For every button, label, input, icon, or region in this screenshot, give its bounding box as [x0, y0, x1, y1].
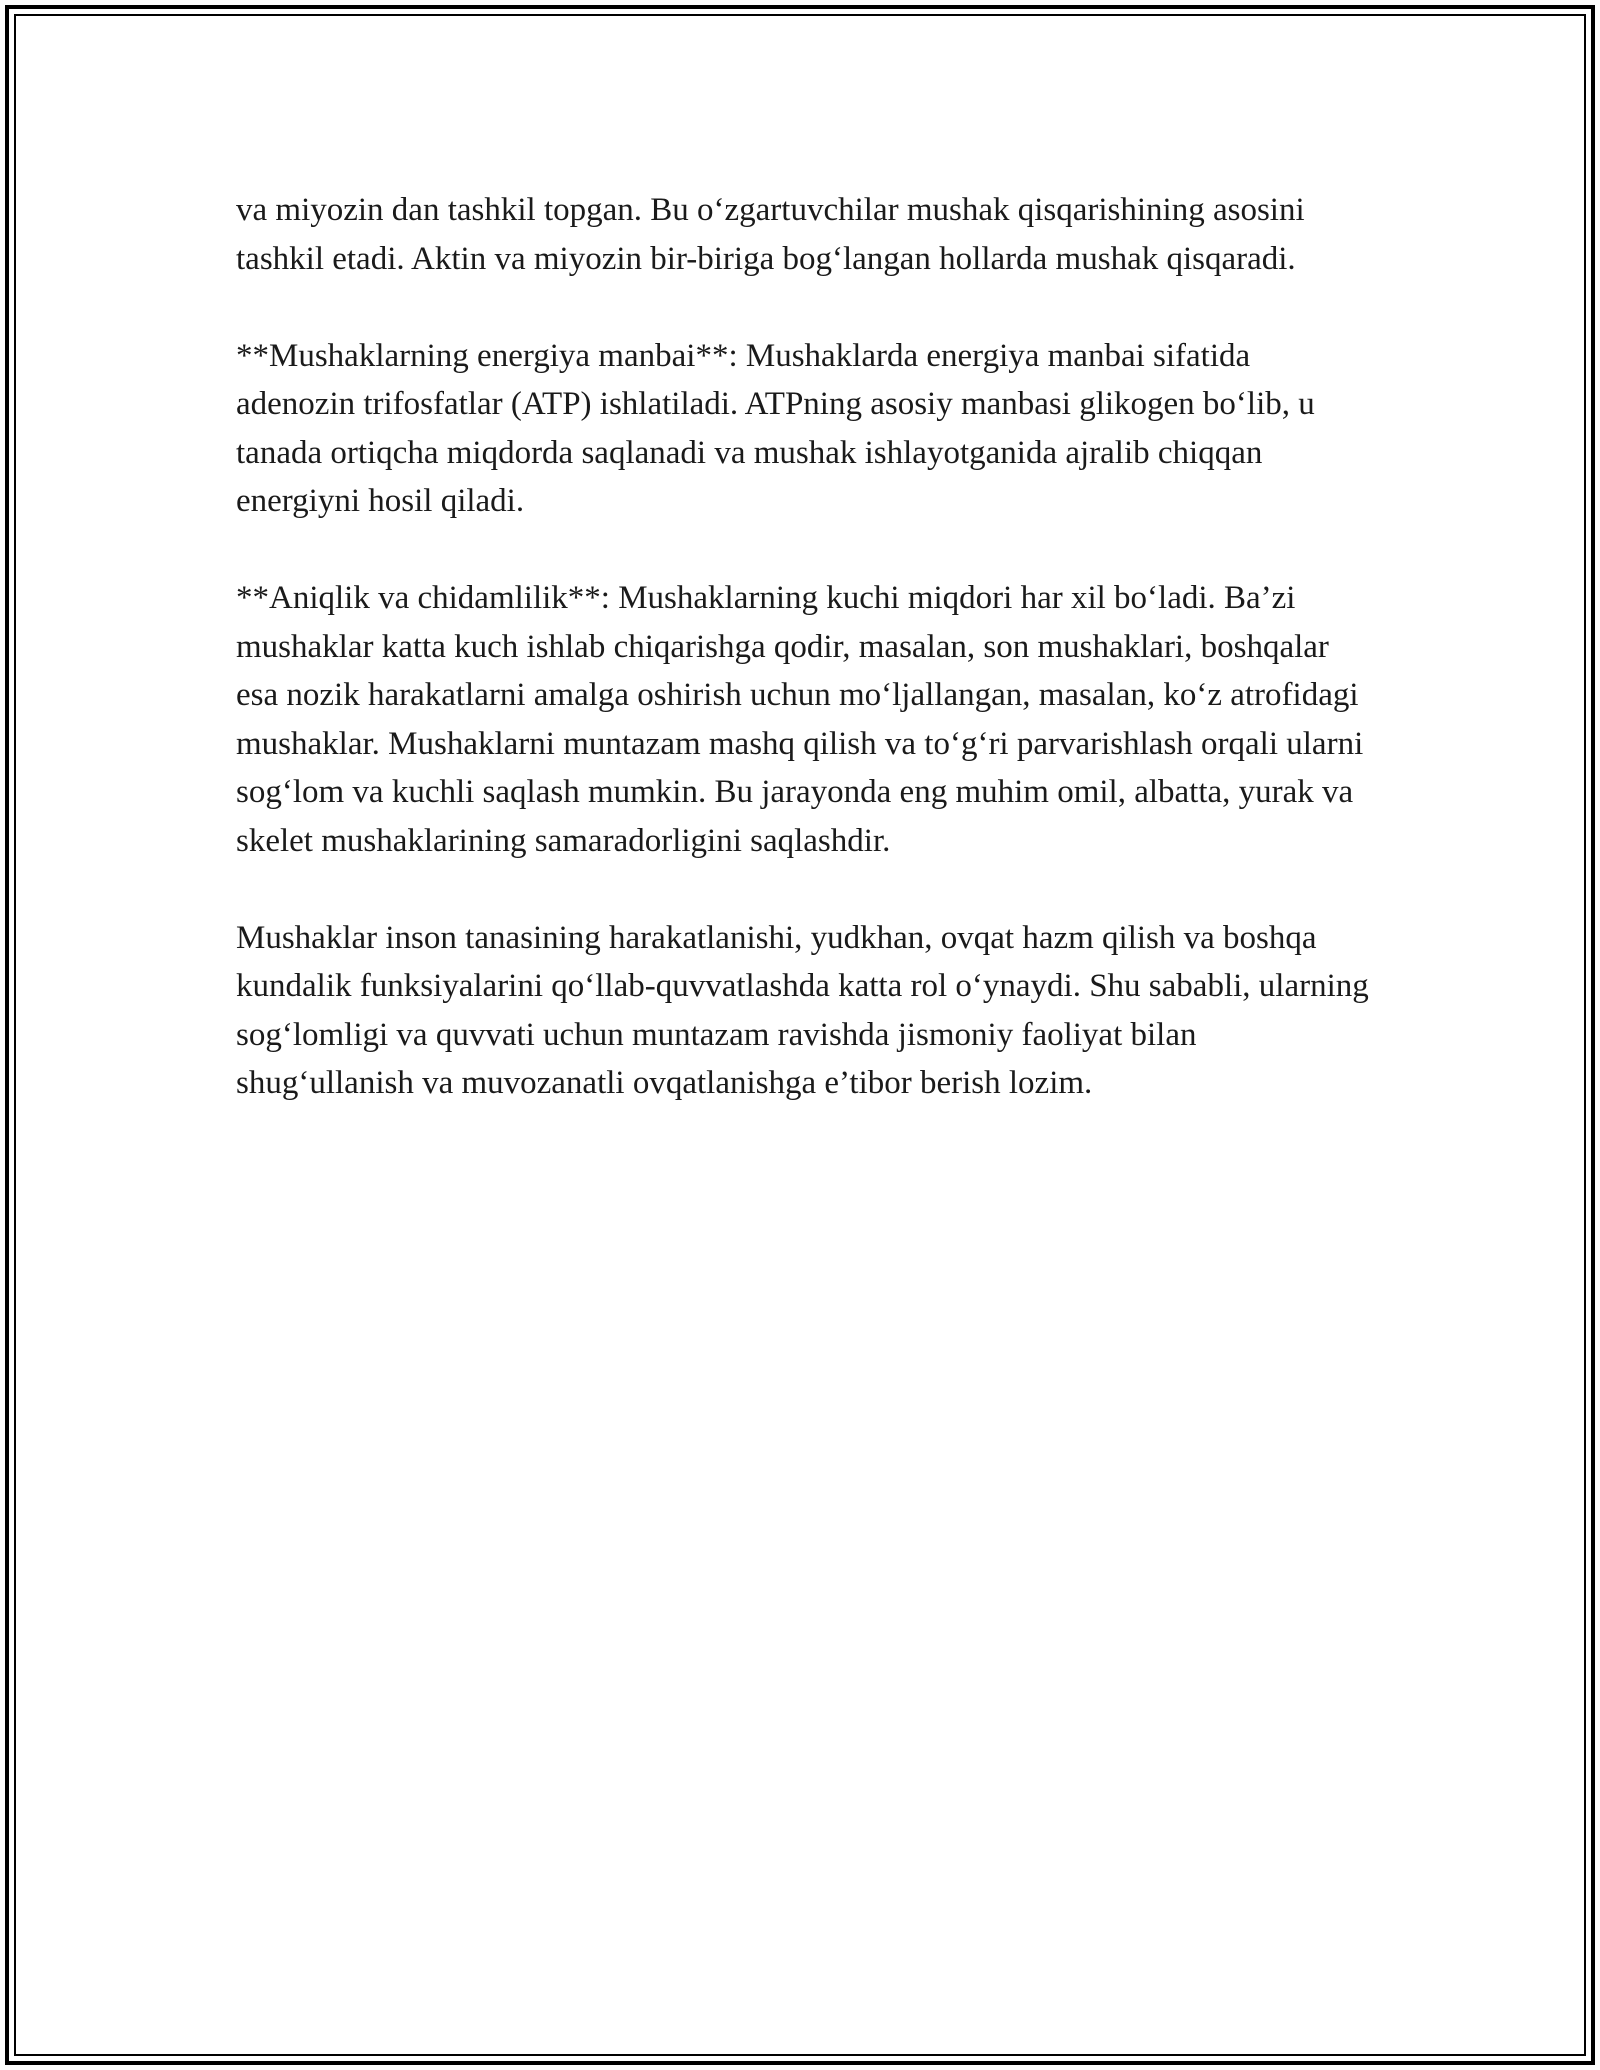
paragraph-energy-source: **Mushaklarning energiya manbai**: Mushaklarda energiya manbai sifatida adenozin trifosfatlar (ATP) ishlatiladi. ATPning asosiy manbasi glikogen bo‘lib, u tanada ortiqcha miqdorda saqlanadi va mushak ishlayotganida ajralib chiqqan energiyni hosil qiladi. — [236, 337, 1315, 519]
paragraph-precision-endurance: **Aniqlik va chidamlilik**: Mushaklarning kuchi miqdori har xil bo‘ladi. Ba’zi mushaklar katta kuch ishlab chiqarishga qodir, masalan, son mushaklari, boshqalar esa nozik harakatlarni amalga oshirish uchun mo‘ljallangan, masalan, ko‘z atrofidagi mushaklar. Mushaklarni muntazam mashq qilish va to‘g‘ri parvarishlash orqali ularni sog‘lom va kuchli saqlash mumkin. Bu jarayonda eng muhim omil, albatta, yurak va skelet mushaklarining samaradorligini saqlashdir. — [236, 580, 1364, 859]
paragraph-conclusion: Mushaklar inson tanasining harakatlanishi, yudkhan, ovqat hazm qilish va boshqa kundalik funksiyalarini qo‘llab-quvvatlashda katta rol o‘ynaydi. Shu sababli, ularning sog‘lomligi va quvvati uchun muntazam ravishda jismoniy faoliyat bilan shug‘ullanish va muvozanatli ovqatlanishga e’tibor berish lozim. — [236, 919, 1369, 1101]
paragraph-muscle-contraction: va miyozin dan tashkil topgan. Bu o‘zgartuvchilar mushak qisqarishining asosini tashkil etadi. Aktin va miyozin bir-biriga bog‘langan hollarda mushak qisqaradi. — [236, 192, 1305, 277]
document-body — [236, 186, 1376, 1156]
